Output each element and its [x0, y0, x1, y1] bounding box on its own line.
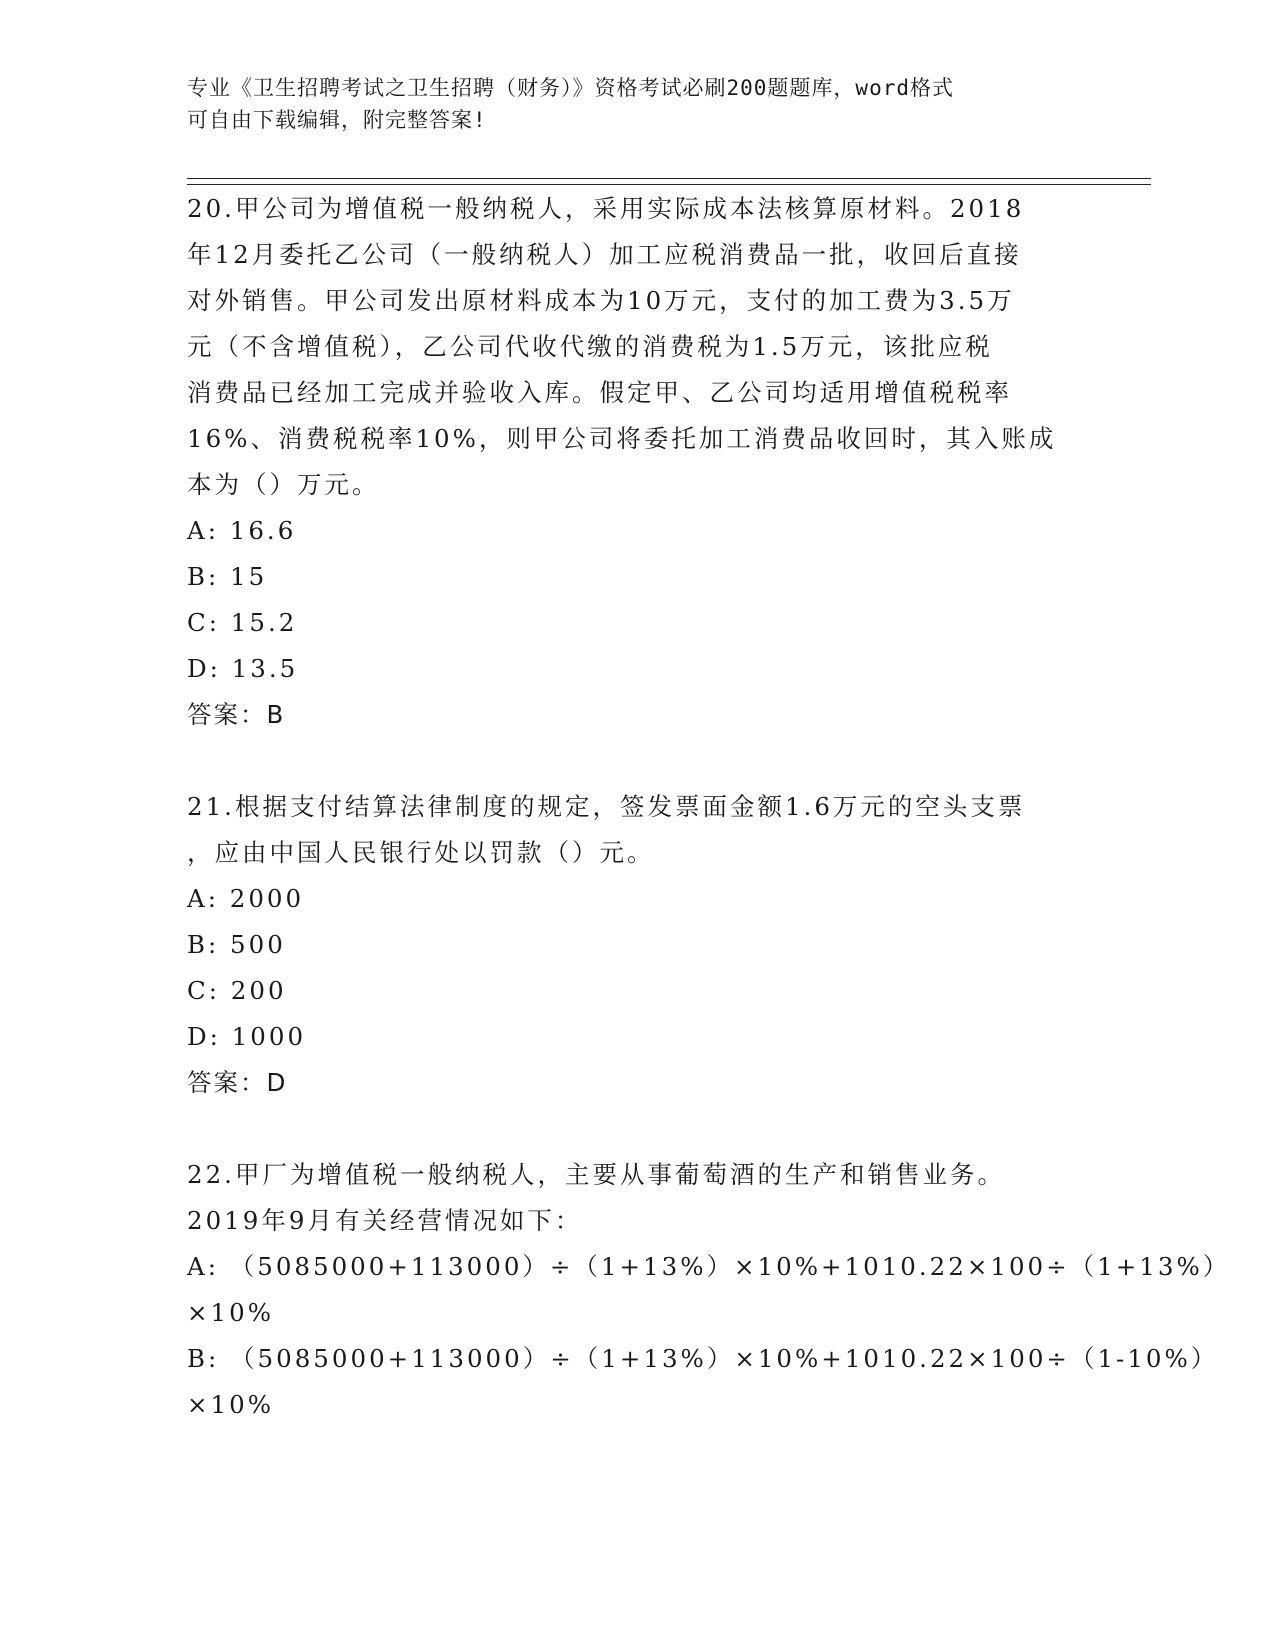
- option-b: B: （5085000+113000）÷（1+13%）×10%+1010.22×100÷（1-10%）: [187, 1344, 1219, 1373]
- option-a: A: （5085000+113000）÷（1+13%）×10%+1010.22×100÷（1+13%）: [187, 1252, 1231, 1281]
- option-c: C: 15.2: [187, 608, 298, 637]
- option-d: D: 1000: [187, 1022, 307, 1051]
- question-text-line: 本为（）万元。: [187, 470, 380, 499]
- option-c: C: 200: [187, 976, 287, 1005]
- option-d: D: 13.5: [187, 654, 299, 683]
- question-21: [187, 784, 1087, 1106]
- question-text-line: ，应由中国人民银行处以罚款（）元。: [187, 838, 655, 867]
- question-text-line: 消费品已经加工完成并验收入库。假定甲、乙公司均适用增值税税率: [187, 378, 1012, 407]
- answer: 答案：D: [187, 1068, 288, 1097]
- spacer: [187, 1106, 1087, 1152]
- header-divider-top: [187, 178, 1151, 179]
- answer: 答案：B: [187, 700, 286, 729]
- document-header: [187, 72, 1067, 136]
- question-text-line: 22.甲厂为增值税一般纳税人，主要从事葡萄酒的生产和销售业务。: [187, 1160, 1005, 1189]
- question-22: [187, 1152, 1231, 1428]
- header-divider-bottom: [187, 184, 1151, 185]
- option-b: B: 500: [187, 930, 286, 959]
- option-a-continued: ×10%: [187, 1298, 274, 1327]
- spacer: [187, 738, 1087, 784]
- question-list: [187, 186, 1231, 1428]
- header-line-1: 专业《卫生招聘考试之卫生招聘（财务）》资格考试必刷200题题库，word格式: [187, 76, 954, 100]
- question-text-line: 元（不含增值税），乙公司代收代缴的消费税为1.5万元，该批应税: [187, 332, 993, 361]
- option-b: B: 15: [187, 562, 268, 591]
- question-text-line: 21.根据支付结算法律制度的规定，签发票面金额1.6万元的空头支票: [187, 792, 1026, 821]
- option-a: A: 16.6: [187, 516, 297, 545]
- option-a: A: 2000: [187, 884, 305, 913]
- question-text-line: 2019年9月有关经营情况如下：: [187, 1206, 583, 1235]
- question-text-line: 16%、消费税税率10%，则甲公司将委托加工消费品收回时，其入账成: [187, 424, 1057, 453]
- question-text-line: 20.甲公司为增值税一般纳税人，采用实际成本法核算原材料。2018: [187, 194, 1025, 223]
- question-20: [187, 186, 1087, 738]
- question-text-line: 年12月委托乙公司（一般纳税人）加工应税消费品一批，收回后直接: [187, 240, 1022, 269]
- option-b-continued: ×10%: [187, 1390, 274, 1419]
- question-text-line: 对外销售。甲公司发出原材料成本为10万元，支付的加工费为3.5万: [187, 286, 1015, 315]
- header-line-2: 可自由下载编辑，附完整答案!: [187, 108, 487, 132]
